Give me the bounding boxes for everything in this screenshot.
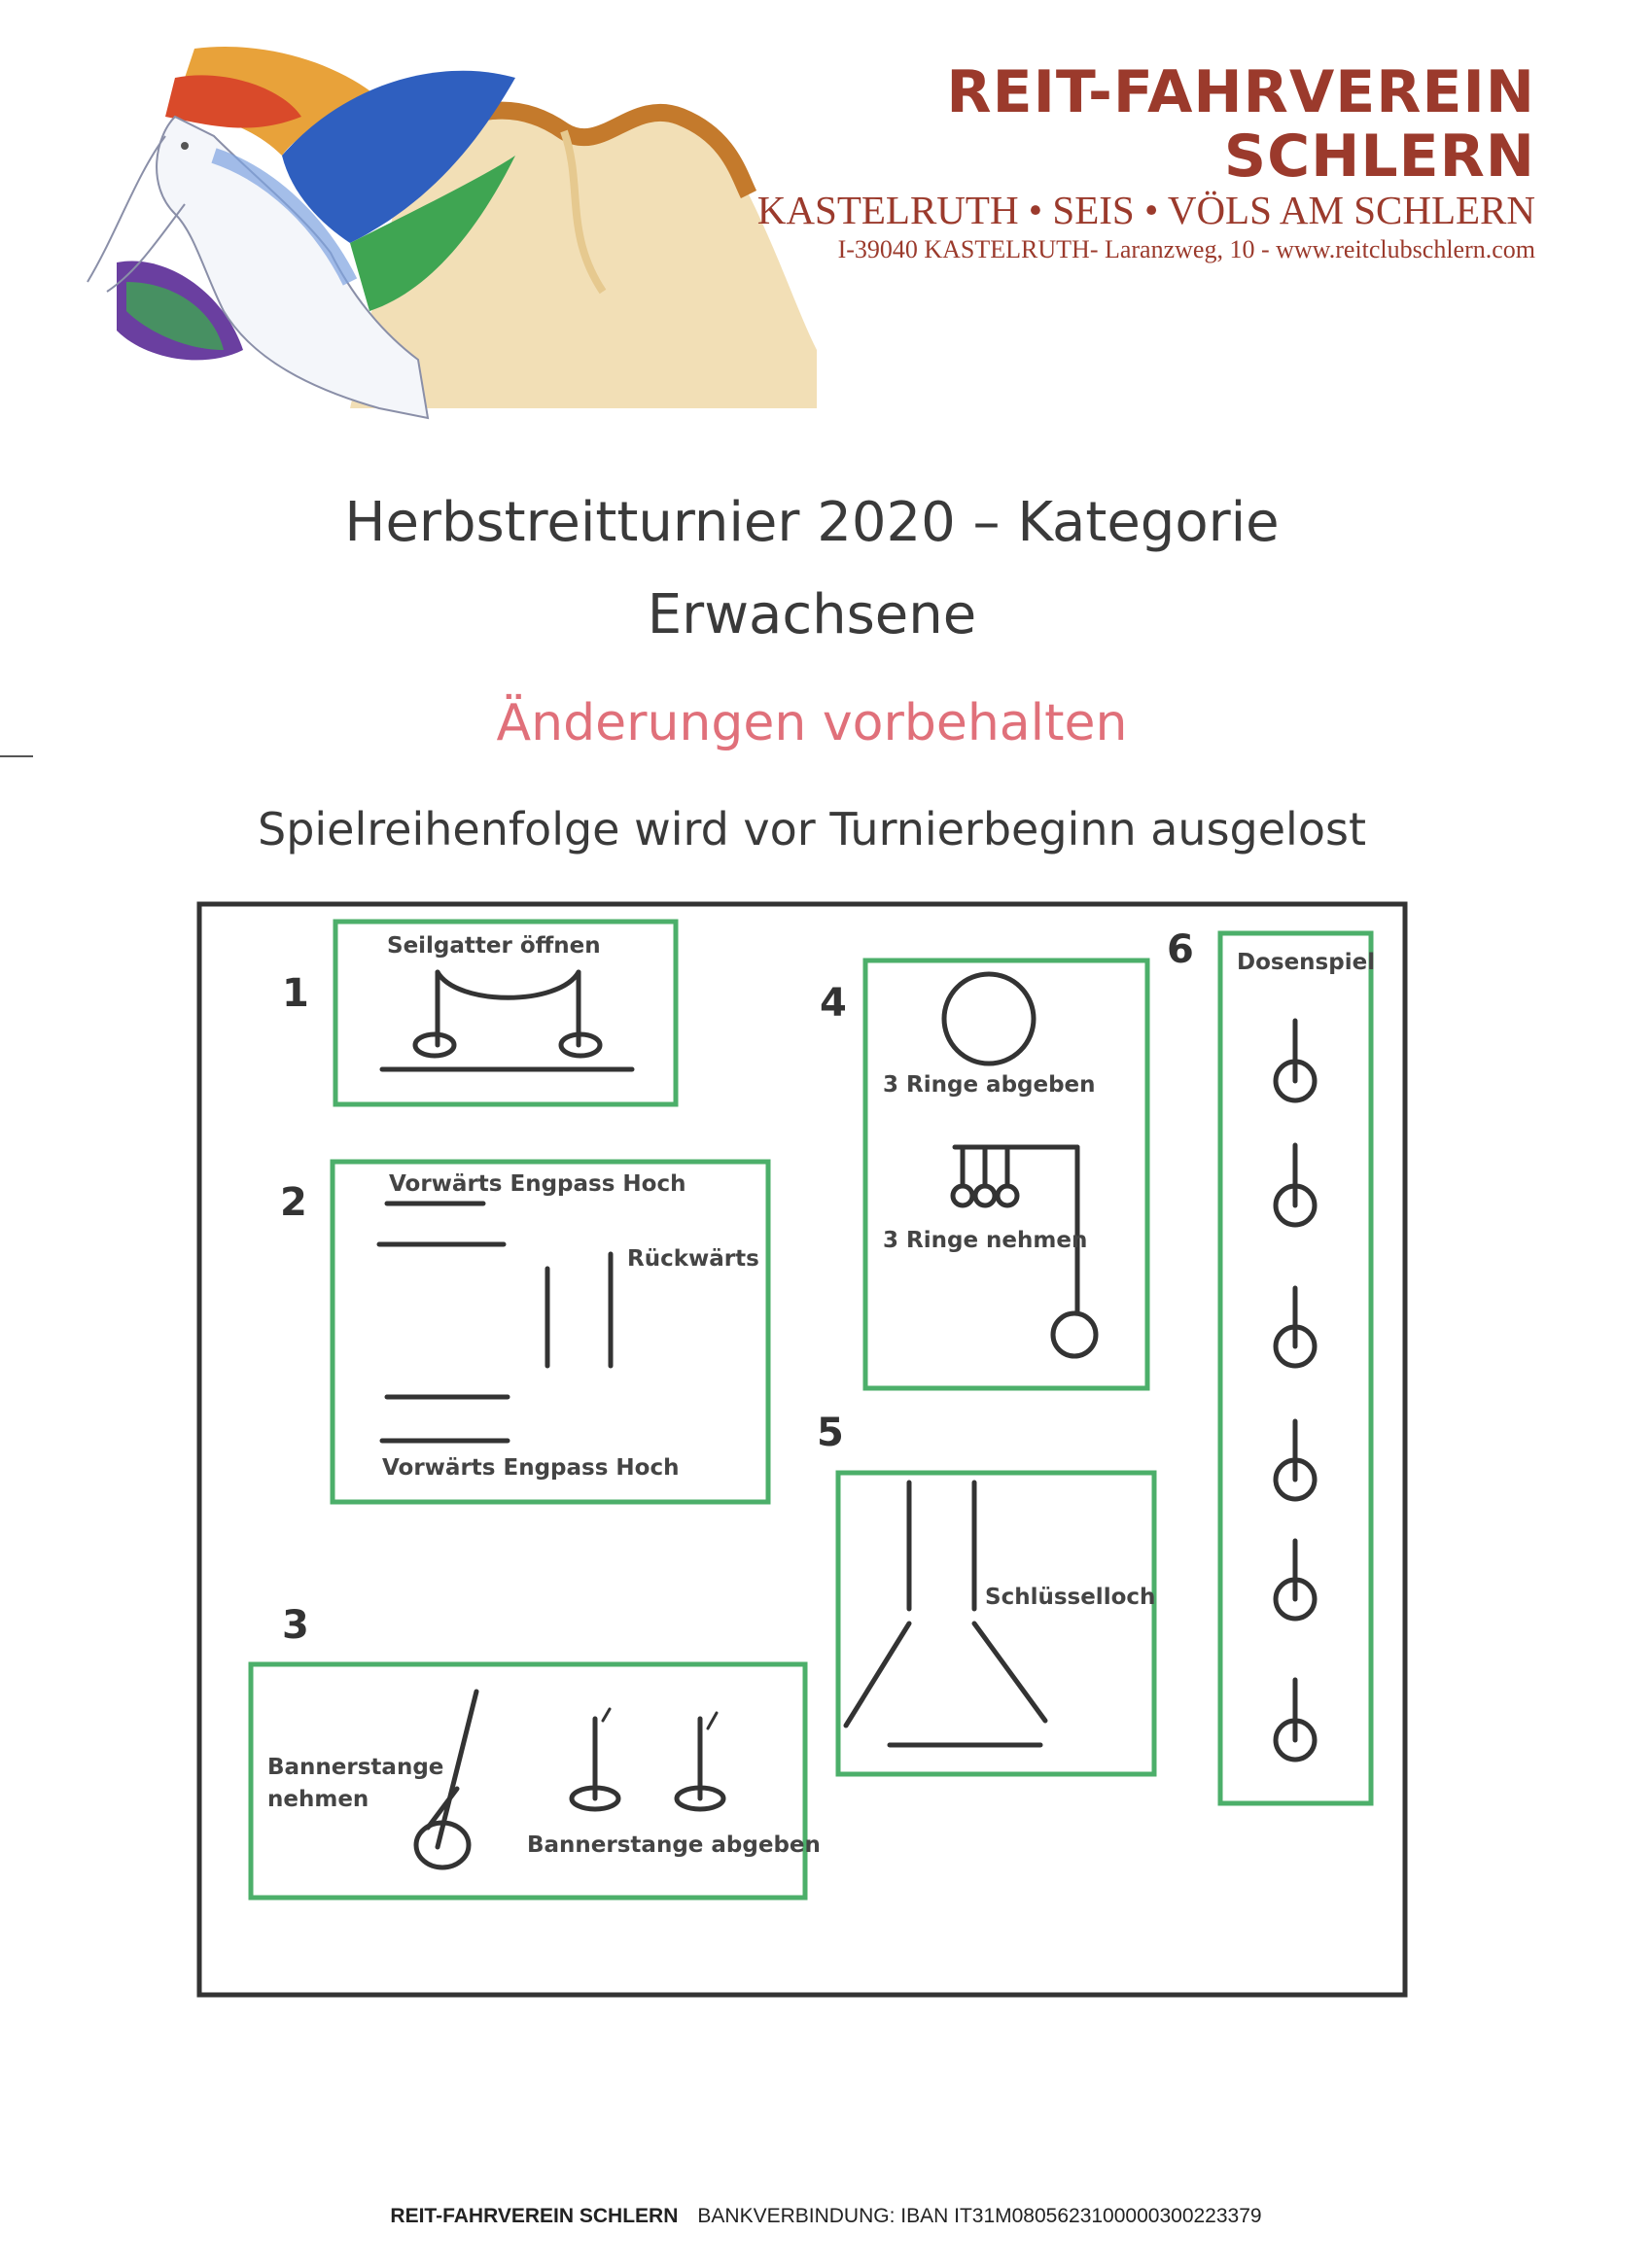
station-number-2: 2 bbox=[280, 1180, 307, 1225]
station-3-label-b: nehmen bbox=[267, 1787, 369, 1812]
station-number-3: 3 bbox=[282, 1603, 309, 1648]
station-number-1: 1 bbox=[282, 971, 309, 1016]
page-title-line1: Herbstreitturnier 2020 – Kategorie bbox=[344, 491, 1280, 554]
station-3-box bbox=[251, 1664, 805, 1898]
station-2-box bbox=[333, 1162, 768, 1502]
org-name-line1: REIT-FAHRVEREIN bbox=[946, 58, 1535, 126]
footer-org: REIT-FAHRVEREIN SCHLERN bbox=[390, 2205, 679, 2227]
course-frame bbox=[199, 904, 1405, 1995]
station-3-label-c: Bannerstange abgeben bbox=[527, 1832, 821, 1858]
station-2-label-bottom: Vorwärts Engpass Hoch bbox=[382, 1455, 680, 1481]
footer-bank: BANKVERBINDUNG: IBAN IT31M0805623100000300223379 bbox=[697, 2205, 1262, 2227]
station-3-label-a: Bannerstange bbox=[267, 1755, 444, 1780]
station-5-label: Schlüsselloch bbox=[985, 1585, 1156, 1610]
station-2-label-top: Vorwärts Engpass Hoch bbox=[389, 1171, 686, 1197]
rings-icon bbox=[944, 974, 1096, 1356]
station-4-label-a: 3 Ringe abgeben bbox=[883, 1072, 1096, 1098]
keyhole-icon bbox=[846, 1483, 1045, 1745]
subtitle-text: Spielreihenfolge wird vor Turnierbeginn ausgelost bbox=[258, 803, 1366, 855]
notice-text: Änderungen vorbehalten bbox=[496, 694, 1128, 752]
station-2-label-mid: Rückwärts bbox=[627, 1246, 759, 1272]
station-number-6: 6 bbox=[1167, 927, 1194, 972]
station-4-label-b: 3 Ringe nehmen bbox=[883, 1228, 1088, 1253]
cans-icon bbox=[1276, 1021, 1315, 1760]
station-number-4: 4 bbox=[820, 981, 847, 1026]
station-5-box bbox=[838, 1473, 1154, 1774]
rope-gate-icon bbox=[382, 972, 632, 1069]
org-address: I-39040 KASTELRUTH- Laranzweg, 10 - www.reitclubschlern.com bbox=[837, 235, 1535, 263]
footer bbox=[0, 2205, 1652, 2228]
org-towns: KASTELRUTH • SEIS • VÖLS AM SCHLERN bbox=[756, 188, 1535, 232]
narrow-pass-icon bbox=[379, 1204, 611, 1441]
page-title-line2: Erwachsene bbox=[647, 583, 977, 646]
org-name-line2: SCHLERN bbox=[1223, 122, 1535, 191]
station-6-label: Dosenspiel bbox=[1237, 950, 1376, 975]
station-number-5: 5 bbox=[817, 1411, 844, 1455]
station-1-label: Seilgatter öffnen bbox=[387, 933, 601, 959]
